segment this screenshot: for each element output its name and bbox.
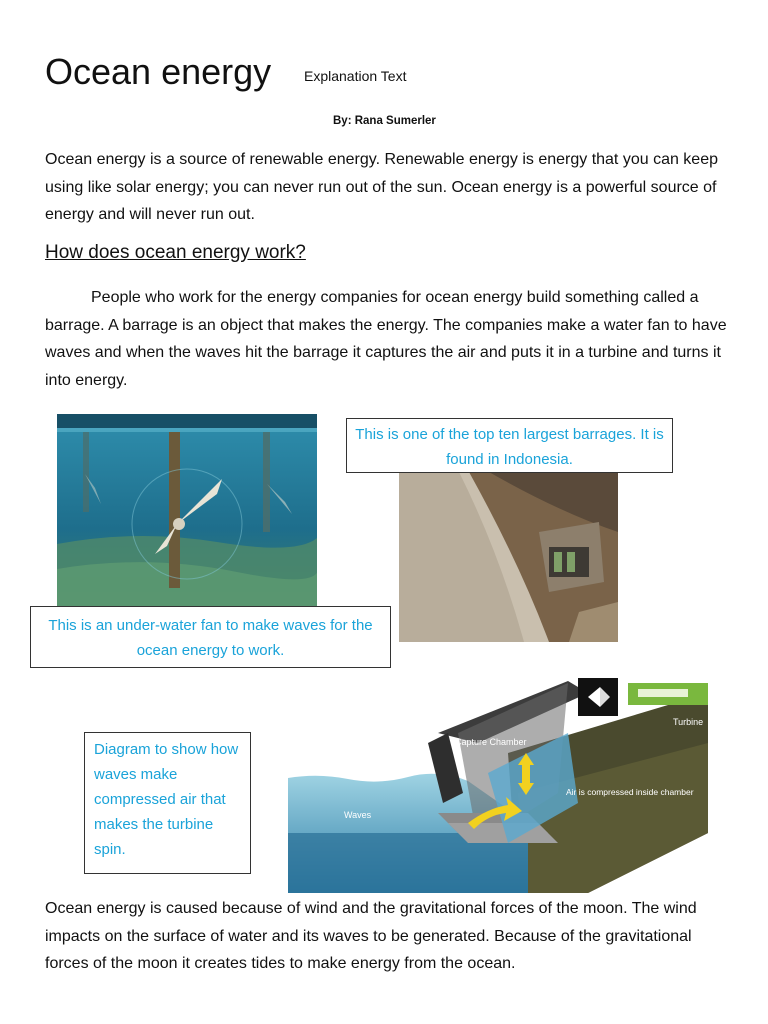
byline: By: Rana Sumerler [333, 115, 436, 127]
subtitle: Explanation Text [304, 68, 407, 84]
turbine-label: Turbine [673, 717, 704, 727]
barrage-image [399, 472, 618, 642]
fan-caption: This is an under-water fan to make waves for the ocean energy to work. [30, 606, 391, 668]
work-paragraph: People who work for the energy companies for ocean energy build something called a barrage. A barrage is an object that makes the energy. The companies make a water fan to have waves and when the waves hit the barrage it captures the air and puts it in a turbine and turns it into energy. [45, 289, 727, 389]
waves-label: Waves [344, 810, 372, 820]
wave-energy-diagram [288, 673, 708, 893]
section-heading: How does ocean energy work? [45, 242, 306, 263]
underwater-fan-image [57, 414, 317, 606]
compressed-label: Air is compressed inside chamber [566, 787, 694, 797]
diagram-caption: Diagram to show how waves make compressed air that makes the turbine spin. [84, 732, 251, 874]
barrage-caption: This is one of the top ten largest barrages. It is found in Indonesia. [346, 418, 673, 473]
page-title: Ocean energy [45, 51, 272, 92]
closing-paragraph: Ocean energy is caused because of wind and the gravitational forces of the moon. The wind impacts on the surface of water and its waves to be generated. Because of the gravitational forces of the moon it creates tides to make energy from the ocean. [45, 900, 697, 972]
intro-paragraph: Ocean energy is a source of renewable energy. Renewable energy is energy that you can keep using like solar energy; you can never run out of the sun. Ocean energy is a powerful source of energy and will never run out. [45, 151, 718, 223]
capture-label: Capture Chamber [455, 737, 527, 747]
